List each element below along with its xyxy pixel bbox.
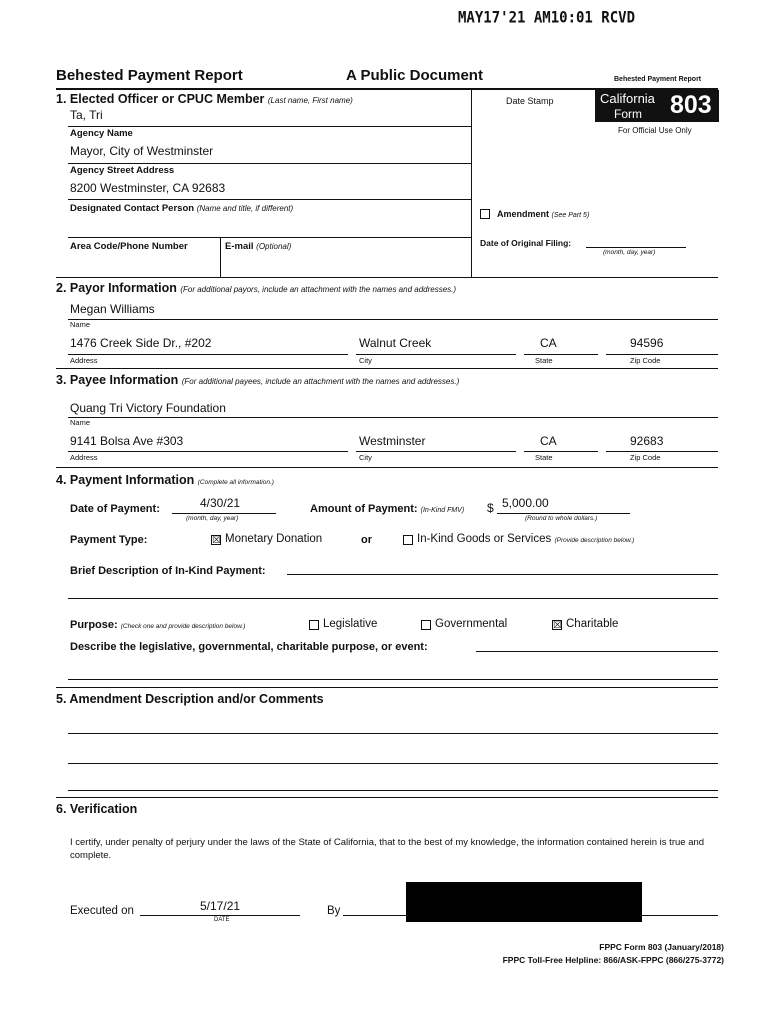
payment-date-hint: (month, day, year) <box>186 515 239 522</box>
amendment-note: (See Part 5) <box>551 212 590 219</box>
phone-email-divider <box>220 237 221 277</box>
inkind-note: (Provide description below.) <box>554 537 635 544</box>
certification-text: I certify, under penalty of perjury under the laws of the State of California, that to the best of my knowledge, the information contained herein is true and complete. <box>70 837 705 861</box>
amendment-checkbox[interactable] <box>480 209 490 219</box>
comments-rule-2 <box>68 763 718 764</box>
payor-address-rule-3 <box>524 354 598 355</box>
amount-label <box>310 503 464 515</box>
section3-title: 3. Payee Information <box>56 373 179 387</box>
executed-date: 5/17/21 <box>200 899 241 913</box>
describe-purpose-rule-2 <box>68 679 718 680</box>
payor-address-rule-4 <box>606 354 718 355</box>
inkind-label <box>417 533 634 545</box>
section2-bottom-rule <box>56 368 718 369</box>
by-label: By <box>327 905 341 917</box>
payee-address-rule-3 <box>524 451 598 452</box>
purpose-note: (Check one and provide description below.) <box>120 623 246 630</box>
email-label <box>225 241 291 252</box>
executed-date-rule <box>140 915 300 916</box>
describe-purpose-label: Describe the legislative, governmental, charitable purpose, or event: <box>70 641 428 653</box>
right-title: Behested Payment Report <box>614 76 702 83</box>
governmental-label: Governmental <box>435 618 508 630</box>
badge-form-word: Form <box>614 107 642 121</box>
payor-address: 1476 Creek Side Dr., #202 <box>70 336 212 350</box>
section4-bottom-rule <box>56 687 718 688</box>
name-rule <box>68 126 471 127</box>
payor-name: Megan Williams <box>70 302 155 316</box>
phone-label: Area Code/Phone Number <box>70 241 188 252</box>
governmental-checkbox[interactable] <box>421 620 431 630</box>
street-rule <box>68 199 471 200</box>
or-label: or <box>361 534 372 546</box>
amount-rule <box>497 513 630 514</box>
section5-heading: 5. Amendment Description and/or Comments <box>56 692 324 706</box>
section6-heading: 6. Verification <box>56 802 138 816</box>
section2-note: (For additional payors, include an attachment with the names and addresses.) <box>180 285 457 294</box>
section1-bottom-rule <box>56 277 718 278</box>
agency-rule <box>68 163 471 164</box>
form-title: Behested Payment Report <box>56 67 243 84</box>
original-filing-hint: (month, day, year) <box>603 249 656 256</box>
contact-label-text: Designated Contact Person <box>70 203 195 214</box>
badge-state: California <box>600 91 655 106</box>
payee-address-rule-2 <box>356 451 516 452</box>
payment-date-label: Date of Payment: <box>70 503 160 515</box>
contact-note: (Name and title, if different) <box>196 204 294 213</box>
date-caption: DATE <box>214 917 230 923</box>
payee-name-rule <box>68 417 718 418</box>
brief-description-rule-1 <box>287 574 718 575</box>
payee-state: CA <box>540 434 557 448</box>
section3-heading <box>56 373 459 387</box>
amount-label-text: Amount of Payment: <box>310 503 418 515</box>
payee-city-label: City <box>359 453 372 462</box>
payor-address-label: Address <box>70 356 98 365</box>
badge-number: 803 <box>670 91 712 119</box>
section4-heading <box>56 473 274 487</box>
payor-address-rule-1 <box>68 354 348 355</box>
footer-helpline: FPPC Toll-Free Helpline: 866/ASK-FPPC (866/275-3772) <box>502 955 724 965</box>
monetary-label: Monetary Donation <box>225 533 323 545</box>
comments-rule-3 <box>68 790 718 791</box>
officer-name: Ta, Tri <box>70 108 103 122</box>
received-stamp: MAY17'21 AM10:01 RCVD <box>458 8 636 28</box>
section4-title: 4. Payment Information <box>56 473 195 487</box>
contact-rule <box>68 237 471 238</box>
section1-heading <box>56 92 353 106</box>
agency-street: 8200 Westminster, CA 92683 <box>70 181 226 195</box>
brief-description-rule-2 <box>68 598 718 599</box>
payee-address: 9141 Bolsa Ave #303 <box>70 434 184 448</box>
payee-address-rule-4 <box>606 451 718 452</box>
payment-date-rule <box>172 513 276 514</box>
amount-hint: (Round to whole dollars.) <box>525 515 598 522</box>
payee-zip: 92683 <box>630 434 664 448</box>
comments-rule-1 <box>68 733 718 734</box>
original-filing-label: Date of Original Filing: <box>480 238 572 248</box>
footer-form-info: FPPC Form 803 (January/2018) <box>599 942 724 952</box>
section1-note: (Last name, First name) <box>267 96 353 105</box>
charitable-checkbox[interactable]: ☒ <box>553 620 562 631</box>
purpose-label-text: Purpose: <box>70 619 118 631</box>
payor-zip-label: Zip Code <box>630 356 661 365</box>
section4-note: (Complete all information.) <box>197 479 274 486</box>
payee-address-rule-1 <box>68 451 348 452</box>
brief-description-label: Brief Description of In-Kind Payment: <box>70 565 266 577</box>
official-use-label: For Official Use Only <box>618 126 692 135</box>
legislative-checkbox[interactable] <box>309 620 319 630</box>
payment-date-value: 4/30/21 <box>200 496 241 510</box>
charitable-label: Charitable <box>566 618 619 630</box>
amount-value: 5,000.00 <box>502 496 549 510</box>
inkind-checkbox[interactable] <box>403 535 413 545</box>
payee-name-label: Name <box>70 418 91 427</box>
section1-title: 1. Elected Officer or CPUC Member <box>56 92 265 106</box>
date-stamp-label: Date Stamp <box>506 96 554 106</box>
legislative-label: Legislative <box>323 618 378 630</box>
section2-heading <box>56 281 456 295</box>
payee-zip-label: Zip Code <box>630 453 661 462</box>
purpose-label <box>70 619 245 631</box>
payor-city-label: City <box>359 356 372 365</box>
executed-on-label: Executed on <box>70 905 134 917</box>
payor-zip: 94596 <box>630 336 664 350</box>
section2-title: 2. Payor Information <box>56 281 177 295</box>
payor-state: CA <box>540 336 557 350</box>
payor-name-label: Name <box>70 320 91 329</box>
inkind-text: In-Kind Goods or Services <box>417 533 552 545</box>
public-document-label: A Public Document <box>346 67 483 84</box>
street-label: Agency Street Address <box>70 165 175 176</box>
section3-bottom-rule <box>56 467 718 468</box>
payment-type-label: Payment Type: <box>70 534 148 546</box>
payor-state-label: State <box>535 356 553 365</box>
contact-label <box>70 203 293 214</box>
section5-bottom-rule <box>56 797 718 798</box>
payor-address-rule-2 <box>356 354 516 355</box>
payee-address-label: Address <box>70 453 98 462</box>
original-filing-rule <box>586 247 686 248</box>
section3-note: (For additional payees, include an attachment with the names and addresses.) <box>181 377 460 386</box>
amendment-label <box>497 209 589 219</box>
payee-name: Quang Tri Victory Foundation <box>70 401 226 415</box>
form-badge <box>595 90 719 122</box>
amendment-text: Amendment <box>497 209 550 219</box>
agency-name: Mayor, City of Westminster <box>70 144 214 158</box>
payor-city: Walnut Creek <box>359 336 432 350</box>
describe-purpose-rule-1 <box>476 651 718 652</box>
payee-state-label: State <box>535 453 553 462</box>
email-label-text: E-mail <box>225 241 254 252</box>
right-block-divider <box>471 89 472 277</box>
agency-name-label: Agency Name <box>70 128 133 139</box>
email-note: (Optional) <box>256 242 292 251</box>
amount-note: (In-Kind FMV) <box>420 507 465 514</box>
payor-name-rule <box>68 319 718 320</box>
dollar-sign: $ <box>487 501 494 515</box>
redacted-signature <box>406 882 642 922</box>
monetary-checkbox[interactable]: ☒ <box>212 535 221 546</box>
payee-city: Westminster <box>359 434 426 448</box>
